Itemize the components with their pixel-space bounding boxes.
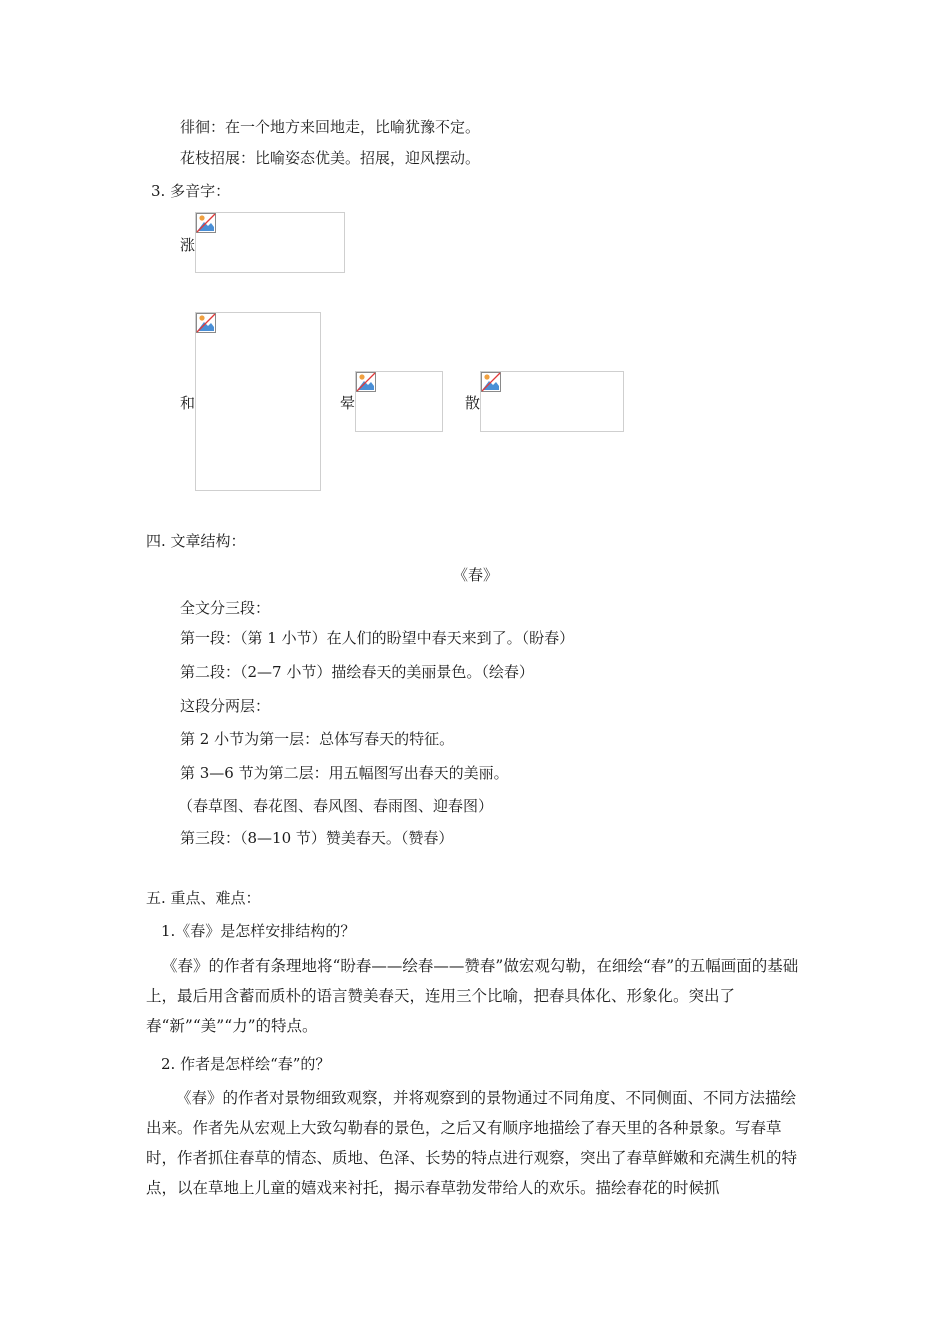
structure-line: （春草图、春花图、春风图、春雨图、迎春图） (178, 797, 494, 815)
broken-image-yun (355, 371, 443, 432)
structure-line: 全文分三段： (180, 599, 271, 617)
broken-image-san (480, 371, 624, 432)
broken-image-icon (196, 313, 216, 333)
broken-image-zhang (195, 212, 345, 273)
structure-line: 第 3—6 节为第二层：用五幅图写出春天的美丽。 (180, 764, 509, 782)
polyphone-label-he: 和 (180, 394, 196, 412)
broken-image-he (195, 312, 321, 491)
question-1: 1.《春》是怎样安排结构的？ (161, 922, 356, 940)
question-2: 2. 作者是怎样绘“春”的？ (161, 1055, 331, 1073)
structure-title: 《春》 (453, 566, 499, 584)
answer-2: 《春》的作者对景物细致观察，并将观察到的景物通过不同角度、不同侧面、不同方法描绘出来。作者先从宏观上大致勾勒春的景色，之后又有顺序地描绘了春天里的各种景象。写春草时，作者抓住春草的情态、质地、色泽、长势的特点进行观察，突出了春草鲜嫩和充满生机的特点，以在草地上儿童的嬉戏来衬托，揭示春草勃发带给人的欢乐。描绘春花的时候抓 (146, 1089, 798, 1197)
structure-heading: 四. 文章结构： (146, 532, 246, 550)
broken-image-icon (356, 372, 376, 392)
broken-image-icon (196, 213, 216, 233)
polyphone-heading: 3. 多音字： (151, 182, 231, 200)
structure-line: 第一段：（第 1 小节）在人们的盼望中春天来到了。（盼春） (180, 629, 575, 647)
answer-1: 《春》的作者有条理地将“盼春——绘春——赞春”做宏观勾勒，在细绘“春”的五幅画面的基础上，最后用含蓄而质朴的语言赞美春天，连用三个比喻，把春具体化、形象化。突出了春“新”“美”“力”的特点。 (146, 957, 799, 1035)
keypoints-heading: 五. 重点、难点： (146, 889, 261, 907)
polyphone-label-zhang: 涨 (180, 236, 196, 254)
structure-line: 第二段：（2—7 小节）描绘春天的美丽景色。（绘春） (180, 663, 534, 681)
definition-paihuai: 徘徊：在一个地方来回地走，比喻犹豫不定。 (180, 118, 481, 136)
polyphone-label-yun: 晕 (340, 394, 356, 412)
structure-line: 第三段：（8—10 节）赞美春天。（赞春） (180, 829, 454, 847)
structure-line: 第 2 小节为第一层：总体写春天的特征。 (180, 730, 455, 748)
polyphone-label-san: 散 (465, 394, 481, 412)
definition-huazhi: 花枝招展：比喻姿态优美。招展，迎风摆动。 (180, 149, 481, 167)
broken-image-icon (481, 372, 501, 392)
structure-line: 这段分两层： (180, 697, 271, 715)
